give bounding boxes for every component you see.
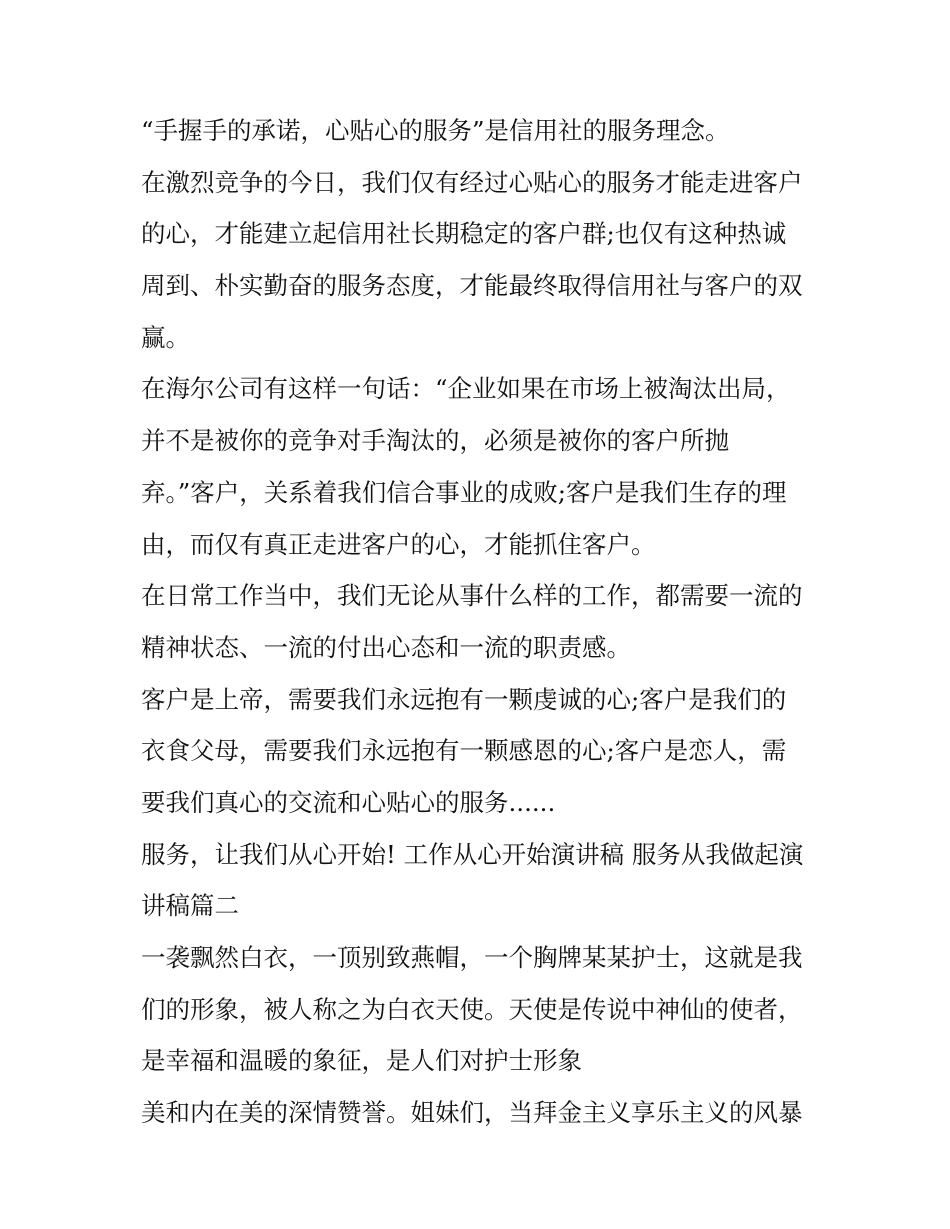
text-line: 弃。”客户，关系着我们信合事业的成败;客户是我们生存的理 — [141, 477, 787, 507]
text-line: 赢。 — [141, 322, 190, 352]
text-line: 们的形象，被人称之为白衣天使。天使是传说中神仙的使者， — [141, 994, 803, 1024]
text-line: 一袭飘然白衣，一顶别致燕帽，一个胸牌某某护士，这就是我 — [141, 943, 803, 972]
text-line: 由，而仅有真正走进客户的心，才能抓住客户。 — [141, 529, 656, 559]
text-line: 服务，让我们从心开始! 工作从心开始演讲稿 服务从我做起演 — [141, 839, 804, 869]
text-line: 在日常工作当中，我们无论从事什么样的工作，都需要一流的 — [141, 581, 803, 611]
document-body-text — [141, 105, 821, 1139]
text-line: 在激烈竞争的今日，我们仅有经过心贴心的服务才能走进客户 — [141, 167, 803, 197]
text-line: 并不是被你的竞争对手淘汰的，必须是被你的客户所抛 — [141, 426, 729, 456]
text-line: 在海尔公司有这样一句话：“企业如果在市场上被淘汰出局， — [141, 374, 791, 404]
text-line: 精神状态、一流的付出心态和一流的职责感。 — [141, 632, 631, 662]
text-line: 美和内在美的深情赞誉。姐妹们，当拜金主义享乐主义的风暴 — [141, 1098, 803, 1128]
text-line: 的心，才能建立起信用社长期稳定的客户群;也仅有这种热诚 — [141, 219, 787, 249]
text-line: 讲稿篇二 — [141, 891, 239, 921]
text-line: 是幸福和温暖的象征，是人们对护士形象 — [141, 1046, 582, 1076]
text-line: 衣食父母，需要我们永远抱有一颗感恩的心;客户是恋人，需 — [141, 736, 787, 766]
text-line: 周到、朴实勤奋的服务态度，才能最终取得信用社与客户的双 — [141, 271, 803, 301]
text-line: 客户是上帝，需要我们永远抱有一颗虔诚的心;客户是我们的 — [141, 684, 787, 714]
text-line: 要我们真心的交流和心贴心的服务...... — [141, 787, 556, 817]
text-line: “手握手的承诺，心贴心的服务”是信用社的服务理念。 — [141, 116, 730, 145]
